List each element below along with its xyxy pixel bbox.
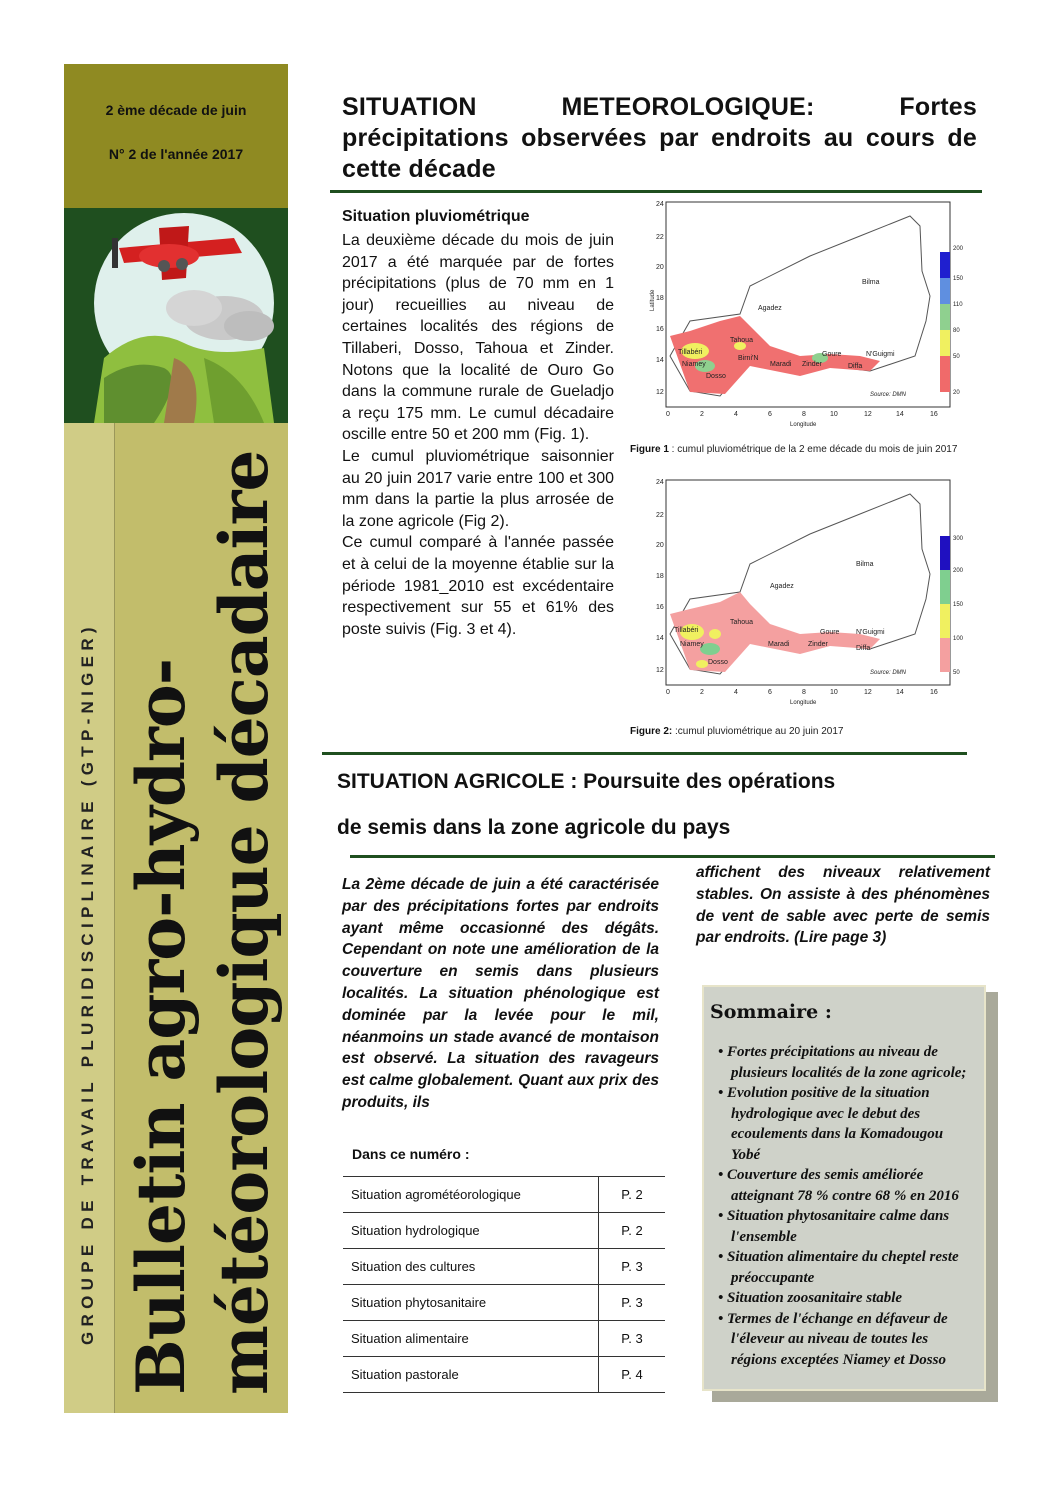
fig1-xtick: 8 xyxy=(802,411,806,418)
meteo-paragraph: Le cumul pluviométrique saisonnier au 20 juin 2017 varie entre 100 et 300 mm dans la partie la plus arrosée de la zone agricole (Fig 2). xyxy=(342,447,614,530)
sommaire-box xyxy=(702,985,986,1391)
decade-label: 2 ème décade de juin xyxy=(105,102,247,118)
fig2-ytick: 20 xyxy=(656,542,664,549)
agri-heading-line2: de semis dans la zone agricole du pays xyxy=(337,816,731,839)
fig1-ytick: 12 xyxy=(656,389,664,396)
agri-heading-line1: SITUATION AGRICOLE : Poursuite des opérations xyxy=(337,770,836,793)
airplane-logo xyxy=(64,208,288,423)
fig2-place: Goure xyxy=(820,629,840,636)
toc-label: Situation des cultures xyxy=(343,1249,599,1285)
figure2-caption-text: :cumul pluviométrique au 20 juin 2017 xyxy=(672,726,844,737)
fig1-legend-label: 150 xyxy=(953,276,964,282)
fig2-ytick: 18 xyxy=(656,573,664,580)
fig2-xlabel: Longitude xyxy=(790,700,817,706)
fig2-place: Niamey xyxy=(680,641,704,648)
fig2-xtick: 6 xyxy=(768,689,772,696)
fig1-xtick: 12 xyxy=(864,411,872,418)
fig1-place: Zinder xyxy=(802,361,822,368)
toc-page: P. 2 xyxy=(599,1177,666,1213)
toc-row xyxy=(343,1357,665,1393)
toc-label: Situation agrométéorologique xyxy=(343,1177,599,1213)
fig1-ytick: 22 xyxy=(656,234,664,241)
fig1-ytick: 24 xyxy=(656,201,664,208)
sommaire-item: • Termes de l'échange en défaveur de l'éleveur au niveau de toutes les régions exceptées Niamey et Dosso xyxy=(718,1309,974,1371)
fig1-ytick: 18 xyxy=(656,295,664,302)
toc-row xyxy=(343,1213,665,1249)
fig1-xtick: 6 xyxy=(768,411,772,418)
meteo-heading: SITUATION METEOROLOGIQUE: Fortes précipitations observées par endroits au cours de cette décade xyxy=(342,93,977,183)
toc-label: Situation alimentaire xyxy=(343,1321,599,1357)
agri-text-col2: affichent des niveaux relativement stables. On assiste à des phénomènes de vent de sable avec perte de semis par endroits. (Lire page 3) xyxy=(696,864,990,947)
toc-page: P. 2 xyxy=(599,1213,666,1249)
fig1-place: Goure xyxy=(822,351,842,358)
fig1-place: Agadez xyxy=(758,305,782,312)
fig1-ytick: 14 xyxy=(656,357,664,364)
agri-rule-bottom xyxy=(350,855,995,858)
fig1-place: Niamey xyxy=(682,361,706,368)
fig2-ytick: 16 xyxy=(656,604,664,611)
toc-label: Situation pastorale xyxy=(343,1357,599,1393)
fig1-legend xyxy=(940,246,964,396)
fig2-xtick: 12 xyxy=(864,689,872,696)
meteo-rule xyxy=(330,190,982,193)
sommaire-item: • Situation alimentaire du cheptel reste préoccupante xyxy=(718,1247,974,1288)
toc-row xyxy=(343,1249,665,1285)
fig1-place: Diffa xyxy=(848,363,863,370)
fig2-place: Zinder xyxy=(808,641,828,648)
meteo-paragraph: Ce cumul comparé à l'année passée et à celui de la moyenne établie sur la période 1981_2010 est excédentaire respectivement sur 55 et 61% des poste suivis (Fig. 3 et 4). xyxy=(342,534,614,638)
toc-page: P. 3 xyxy=(599,1285,666,1321)
fig1-xtick: 2 xyxy=(700,411,704,418)
fig2-legend-label: 100 xyxy=(953,636,964,642)
fig1-ytick: 16 xyxy=(656,326,664,333)
fig2-place: Bilma xyxy=(856,561,874,568)
sommaire-item: • Evolution positive de la situation hydrologique avec le debut des ecoulements dans la Komadougou Yobé xyxy=(718,1083,974,1165)
sommaire-item: • Situation phytosanitaire calme dans l'ensemble xyxy=(718,1206,974,1247)
toc-page: P. 4 xyxy=(599,1357,666,1393)
issue-label: N° 2 de l'année 2017 xyxy=(108,146,244,162)
fig1-place: Tillabéri xyxy=(678,349,703,356)
fig2-legend-label: 50 xyxy=(953,670,960,676)
sommaire-item: • Situation zoosanitaire stable xyxy=(718,1288,974,1309)
fig2-ytick: 12 xyxy=(656,667,664,674)
agri-rule-top xyxy=(322,752,967,755)
fig2-xtick: 2 xyxy=(700,689,704,696)
meteo-paragraph: La deuxième décade du mois de juin 2017 a été marquée par de fortes précipitations (plus de 70 mm en 1 jour) recueillies au niveau de certaines localités des régions de Tillaberi, Dosso, Tahoua et Zinder. Notons que la localité de Ouro Go dans la commune rurale de Gueladjo a reçu 175 mm. Le cumul décadaire oscille entre 50 et 200 mm (Fig. 1). xyxy=(342,232,614,444)
fig2-legend-label: 300 xyxy=(953,536,964,542)
fig2-place: Maradi xyxy=(768,641,790,648)
masthead-date-box xyxy=(64,64,288,208)
fig2-place: Tahoua xyxy=(730,619,753,626)
fig1-legend-label: 50 xyxy=(953,354,960,360)
fig1-xtick: 10 xyxy=(830,411,838,418)
figure1-caption xyxy=(630,444,980,455)
fig1-xlabel: Longitude xyxy=(790,422,817,428)
fig2-ytick: 14 xyxy=(656,635,664,642)
fig2-xtick: 8 xyxy=(802,689,806,696)
fig2-ytick: 24 xyxy=(656,479,664,486)
fig2-place: Agadez xyxy=(770,583,794,590)
fig1-place: N'Guigmi xyxy=(866,351,895,358)
sommaire-title: Sommaire : xyxy=(710,1001,832,1023)
fig2-place: Tillabéri xyxy=(674,627,699,634)
fig2-place: Diffa xyxy=(856,645,871,652)
fig1-legend-label: 200 xyxy=(953,246,964,252)
toc-table xyxy=(343,1176,665,1393)
fig2-xtick: 0 xyxy=(666,689,670,696)
fig1-source: Source: DMN xyxy=(870,392,907,398)
fig2-source: Source: DMN xyxy=(870,670,907,676)
sommaire-item: • Fortes précipitations au niveau de plusieurs localités de la zone agricole; xyxy=(718,1042,974,1083)
toc-row xyxy=(343,1321,665,1357)
fig2-ytick: 22 xyxy=(656,512,664,519)
figure2-caption xyxy=(630,726,980,737)
fig2-xtick: 10 xyxy=(830,689,838,696)
toc-row xyxy=(343,1285,665,1321)
fig2-xtick: 16 xyxy=(930,689,938,696)
fig1-legend-label: 80 xyxy=(953,328,960,334)
sommaire-item: • Couverture des semis améliorée atteignant 78 % contre 68 % en 2016 xyxy=(718,1165,974,1206)
fig1-ylabel: Latitude xyxy=(650,289,656,311)
toc-label: Situation hydrologique xyxy=(343,1213,599,1249)
figure1-map xyxy=(630,196,970,438)
fig2-xtick: 4 xyxy=(734,689,738,696)
bulletin-title-line1: Bulletin agro-hydro- xyxy=(122,658,200,1395)
figure1-label: Figure 1 xyxy=(630,444,669,455)
fig2-legend-label: 150 xyxy=(953,602,964,608)
fig1-xtick: 14 xyxy=(896,411,904,418)
fig1-place: Birni'N xyxy=(738,355,759,362)
fig2-place: N'Guigmi xyxy=(856,629,885,636)
bulletin-title-line2: météorologique décadaire xyxy=(205,450,283,1395)
fig1-xtick: 0 xyxy=(666,411,670,418)
logo-panel xyxy=(64,208,288,423)
fig1-legend-label: 110 xyxy=(953,302,963,308)
fig1-place: Dosso xyxy=(706,373,726,380)
toc-page: P. 3 xyxy=(599,1321,666,1357)
toc-row xyxy=(343,1177,665,1213)
figure1-caption-text: : cumul pluviométrique de la 2 eme décade du mois de juin 2017 xyxy=(668,444,958,455)
meteo-body xyxy=(342,230,614,640)
sommaire-list xyxy=(704,1042,980,1370)
fig2-place: Dosso xyxy=(708,659,728,666)
fig2-xtick: 14 xyxy=(896,689,904,696)
pluvio-subheading: Situation pluviométrique xyxy=(342,208,530,225)
fig2-legend-label: 200 xyxy=(953,568,964,574)
fig2-legend xyxy=(940,536,964,676)
toc-label: Situation phytosanitaire xyxy=(343,1285,599,1321)
fig1-place: Tahoua xyxy=(730,337,753,344)
agri-text-col1: La 2ème décade de juin a été caractérisée par des précipitations fortes par endroits ayant même occasionné des dégâts. Cependant on note une amélioration de la couverture en semis dans plusieurs localités. La situation phénologique est dominée par la levée pour le mil, néanmoins un stade avancé de montaison est observé. La situation des ravageurs est calme globalement. Quant aux prix des produits, ils xyxy=(342,876,659,1111)
fig1-xtick: 4 xyxy=(734,411,738,418)
toc-title: Dans ce numéro : xyxy=(352,1146,470,1162)
fig1-place: Bilma xyxy=(862,279,880,286)
fig1-legend-label: 20 xyxy=(953,390,960,396)
figure2-label: Figure 2: xyxy=(630,726,673,737)
fig1-ytick: 20 xyxy=(656,264,664,271)
fig1-place: Maradi xyxy=(770,361,792,368)
fig1-xtick: 16 xyxy=(930,411,938,418)
group-name: GROUPE DE TRAVAIL PLURIDISCIPLINAIRE (GTP-NIGER) xyxy=(78,622,97,1345)
toc-page: P. 3 xyxy=(599,1249,666,1285)
figure2-map xyxy=(630,474,970,714)
